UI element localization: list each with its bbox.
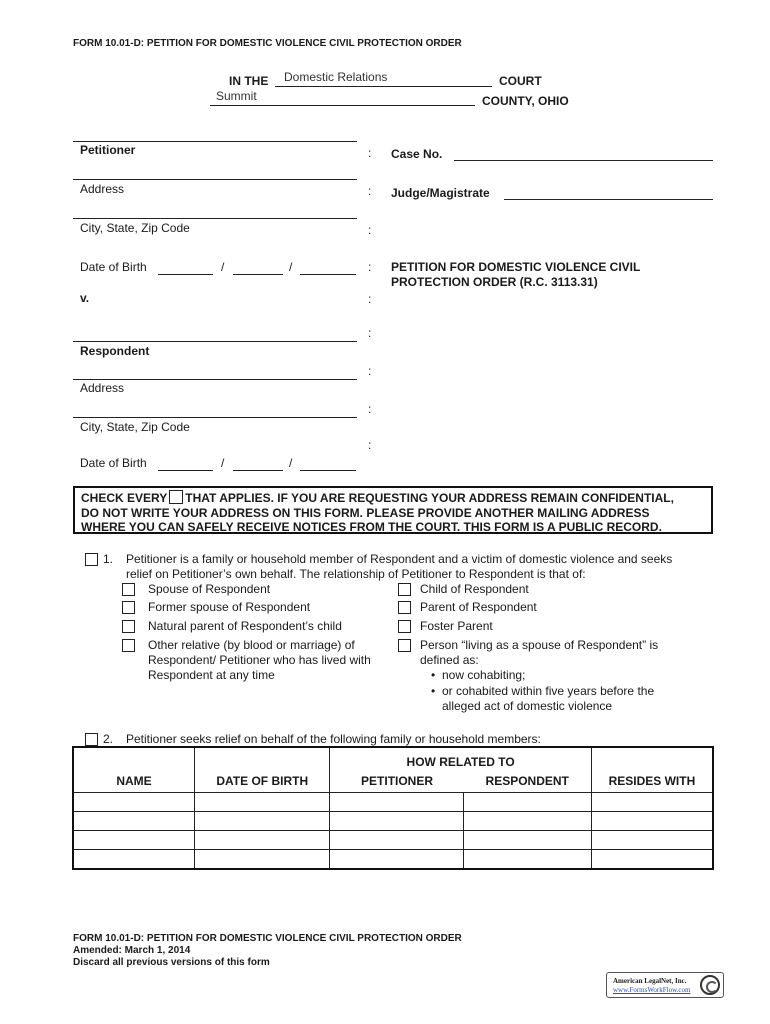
checkbox-icon [169,490,183,504]
parent-checkbox[interactable] [398,601,411,614]
item1-number: 1. [103,552,114,566]
table-cell[interactable] [591,831,713,850]
caption-separator: : [368,292,372,306]
petitioner-address-label: Address [80,182,125,196]
item2-text: Petitioner seeks relief on behalf of the following family or household members: [126,732,541,746]
petitioner-dob-label: Date of Birth [80,260,147,274]
respondent-dob-day[interactable] [233,470,283,471]
col-respondent-header: RESPONDENT [464,769,592,793]
notice-line1-a: CHECK EVERY [81,491,168,505]
caption-separator: : [368,438,372,452]
logo-url[interactable]: www.FormsWorkFlow.com [613,986,691,994]
table-cell[interactable] [73,831,195,850]
court-name-value[interactable]: Domestic Relations [284,70,388,84]
table-cell[interactable] [330,831,464,850]
petitioner-label: Petitioner [80,143,136,157]
spouse-label: Spouse of Respondent [148,582,271,596]
petitioner-dob-year[interactable] [300,274,356,275]
former-spouse-checkbox[interactable] [122,601,135,614]
item1-checkbox[interactable] [85,553,98,566]
spouse-checkbox[interactable] [122,583,135,596]
court-label: COURT [499,74,542,88]
bullet-cohabited: or cohabited within five years before the [442,684,655,698]
natural-parent-label: Natural parent of Respondent’s child [148,619,342,633]
how-related-header: HOW RELATED TO [330,747,591,769]
col-petitioner-header: PETITIONER [330,769,464,793]
table-cell[interactable] [195,831,330,850]
petitioner-dob-day[interactable] [233,274,283,275]
item2-checkbox[interactable] [85,733,98,746]
table-cell[interactable] [591,850,713,870]
table-cell[interactable] [195,793,330,812]
child-checkbox[interactable] [398,583,411,596]
judge-field[interactable] [504,199,713,200]
confidentiality-notice [73,486,713,534]
versus-label: v. [80,291,90,305]
caption-separator: : [368,326,372,340]
footer-form-title: FORM 10.01-D: PETITION FOR DOMESTIC VIOLENCE CIVIL PROTECTION ORDER [73,933,462,944]
item1-text-line1: Petitioner is a family or household member of Respondent and a victim of domestic violence and seeks [126,552,673,566]
table-cell[interactable] [464,793,592,812]
petitioner-city-label: City, State, Zip Code [80,221,190,235]
table-cell[interactable] [464,850,592,870]
caption-separator: : [368,223,372,237]
other-relative-checkbox[interactable] [122,639,135,652]
table-cell[interactable] [464,831,592,850]
caption-separator: : [368,402,372,416]
item1-text-line2: relief on Petitioner’s own behalf. The relationship of Petitioner to Respondent is that of: [126,567,586,581]
date-slash: / [221,260,225,274]
respondent-name-line[interactable] [73,341,357,342]
table-row [73,793,713,812]
col-name-header: NAME [73,747,195,793]
caption-separator: : [368,184,372,198]
petition-title-line2: PROTECTION ORDER (R.C. 3113.31) [391,275,598,289]
bullet-continuation: alleged act of domestic violence [442,699,613,713]
respondent-dob-month[interactable] [158,470,213,471]
bullet-icon: • [431,668,436,682]
respondent-dob-label: Date of Birth [80,456,147,470]
respondent-city-line[interactable] [73,417,357,418]
table-cell[interactable] [73,793,195,812]
respondent-address-label: Address [80,381,125,395]
col-dob-header: DATE OF BIRTH [195,747,330,793]
date-slash: / [289,260,293,274]
judge-label: Judge/Magistrate [391,186,490,200]
table-header-row [73,747,713,769]
parent-label: Parent of Respondent [420,600,537,614]
caption-separator: : [368,364,372,378]
caption-separator: : [368,260,372,274]
respondent-city-label: City, State, Zip Code [80,420,190,434]
table-cell[interactable] [591,793,713,812]
notice-line2: DO NOT WRITE YOUR ADDRESS ON THIS FORM. PLEASE PROVIDE ANOTHER MAILING ADDRESS [81,505,650,520]
petitioner-dob-month[interactable] [158,274,213,275]
table-cell[interactable] [330,812,464,831]
notice-line3: WHERE YOU CAN SAFELY RECEIVE NOTICES FROM THE COURT. THIS FORM IS A PUBLIC RECORD. [81,520,662,534]
table-row [73,812,713,831]
table-cell[interactable] [464,812,592,831]
table-row [73,850,713,870]
county-line [210,105,475,106]
county-value[interactable]: Summit [216,89,257,103]
other-relative-line3: Respondent at any time [148,668,275,682]
family-members-table [72,746,714,870]
footer-discard: Discard all previous versions of this form [73,957,270,968]
spouse-like-checkbox[interactable] [398,639,411,652]
table-cell[interactable] [195,850,330,870]
logo-company: American LegalNet, Inc. [613,977,687,985]
natural-parent-checkbox[interactable] [122,620,135,633]
item2-number: 2. [103,732,114,746]
american-legalnet-logo [606,972,724,998]
former-spouse-label: Former spouse of Respondent [148,600,311,614]
foster-parent-label: Foster Parent [420,619,493,633]
table-cell[interactable] [73,812,195,831]
spouse-like-line2: defined as: [420,653,479,667]
caption-separator: : [368,146,372,160]
table-row [73,831,713,850]
seal-icon [700,975,720,995]
respondent-dob-year[interactable] [300,470,356,471]
child-label: Child of Respondent [420,582,529,596]
court-name-line [275,86,492,87]
petitioner-name-line[interactable] [73,141,357,142]
bullet-icon: • [431,684,436,698]
petitioner-address-line[interactable] [73,179,357,180]
table-cell[interactable] [73,850,195,870]
col-resides-header: RESIDES WITH [591,747,713,793]
form-title: FORM 10.01-D: PETITION FOR DOMESTIC VIOLENCE CIVIL PROTECTION ORDER [73,38,462,49]
county-label: COUNTY, OHIO [482,94,569,108]
table-cell[interactable] [195,812,330,831]
date-slash: / [221,456,225,470]
case-no-label: Case No. [391,147,443,161]
other-relative-line2: Respondent/ Petitioner who has lived with [148,653,371,667]
petitioner-city-line[interactable] [73,218,357,219]
respondent-address-line[interactable] [73,379,357,380]
foster-parent-checkbox[interactable] [398,620,411,633]
footer-amended: Amended: March 1, 2014 [73,945,191,956]
in-the-label: IN THE [229,74,269,88]
spouse-like-line1: Person “living as a spouse of Respondent” is [420,638,659,652]
table-cell[interactable] [591,812,713,831]
other-relative-line1: Other relative (by blood or marriage) of [148,638,355,652]
respondent-label: Respondent [80,344,150,358]
bullet-now-cohabiting: now cohabiting; [442,668,526,682]
petition-title-line1: PETITION FOR DOMESTIC VIOLENCE CIVIL [391,260,641,274]
notice-line1-b: THAT APPLIES. IF YOU ARE REQUESTING YOUR ADDRESS REMAIN CONFIDENTIAL, [185,491,674,505]
table-cell[interactable] [330,793,464,812]
table-cell[interactable] [330,850,464,870]
case-no-field[interactable] [454,160,713,161]
date-slash: / [289,456,293,470]
